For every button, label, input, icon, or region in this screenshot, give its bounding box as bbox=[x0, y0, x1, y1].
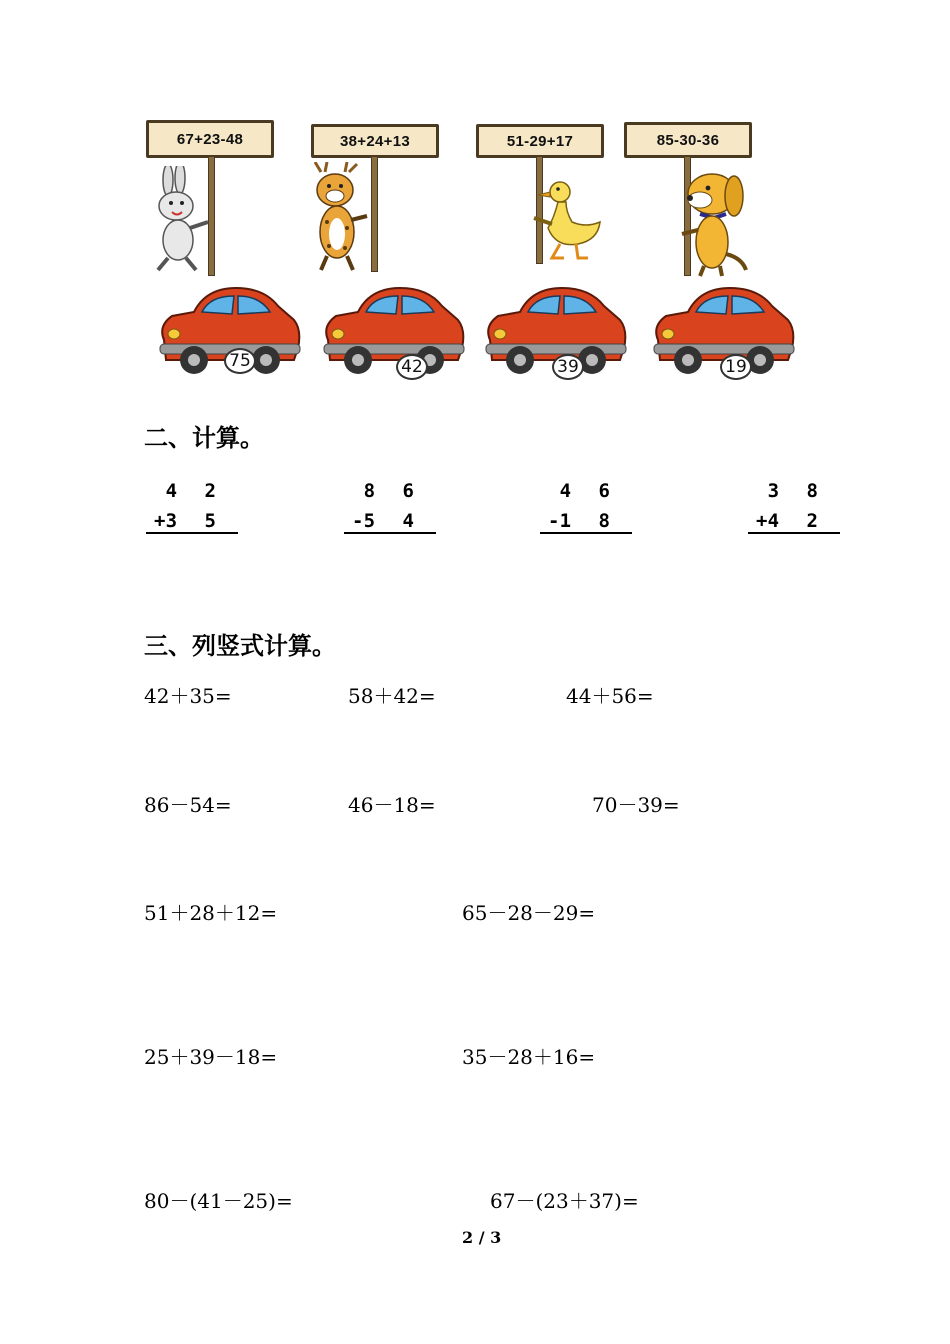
vertical-top-number: 4 2 bbox=[165, 480, 224, 502]
problem-4: 86－54= bbox=[144, 793, 232, 817]
vertical-top-number: 3 8 bbox=[767, 480, 826, 502]
sign-text-4: 85-30-36 bbox=[656, 132, 720, 149]
vertical-operator: + bbox=[756, 510, 768, 532]
vertical-underline bbox=[748, 532, 840, 534]
deer-sign-group bbox=[311, 124, 451, 284]
vertical-underline bbox=[146, 532, 238, 534]
problem-5: 46－18= bbox=[348, 793, 436, 817]
problem-11: 80－(41－25)= bbox=[144, 1189, 293, 1213]
car-2 bbox=[318, 282, 468, 382]
car-1 bbox=[154, 282, 304, 382]
vertical-operator: - bbox=[352, 510, 364, 532]
vertical-bottom-number: 3 5 bbox=[165, 510, 224, 532]
car-answer-badge: 42 bbox=[396, 354, 428, 380]
problem-7: 51＋28＋12= bbox=[144, 901, 278, 925]
vertical-bottom-number: 1 8 bbox=[559, 510, 618, 532]
vertical-operator: - bbox=[548, 510, 560, 532]
sign-text-1: 67+23-48 bbox=[176, 131, 244, 148]
section2-title: 二、计算。 bbox=[144, 424, 264, 452]
problem-8: 65－28－29= bbox=[462, 901, 596, 925]
car-3 bbox=[480, 282, 630, 382]
problem-3: 44＋56= bbox=[566, 684, 654, 708]
car-icon bbox=[318, 282, 468, 382]
problem-12: 67－(23＋37)= bbox=[490, 1189, 639, 1213]
car-4 bbox=[648, 282, 798, 382]
sign-text-2: 38+24+13 bbox=[340, 133, 410, 150]
dog-sign-group bbox=[624, 122, 764, 282]
duck-sign-group bbox=[476, 124, 616, 284]
sign-board-2 bbox=[311, 124, 439, 158]
section3-title: 三、列竖式计算。 bbox=[144, 632, 336, 660]
car-answer-badge: 75 bbox=[224, 348, 256, 374]
vertical-problem-2 bbox=[344, 478, 436, 538]
problem-1: 42＋35= bbox=[144, 684, 232, 708]
vertical-underline bbox=[540, 532, 632, 534]
sign-board-3 bbox=[476, 124, 604, 158]
rabbit-sign-group bbox=[146, 120, 286, 280]
duck-icon bbox=[526, 178, 606, 266]
deer-icon bbox=[301, 162, 381, 274]
problem-2: 58＋42= bbox=[348, 684, 436, 708]
vertical-bottom-number: 5 4 bbox=[363, 510, 422, 532]
car-answer-badge: 19 bbox=[720, 354, 752, 380]
sign-text-3: 51-29+17 bbox=[506, 133, 574, 150]
car-answer-badge: 39 bbox=[552, 354, 584, 380]
vertical-operator: + bbox=[154, 510, 166, 532]
vertical-top-number: 8 6 bbox=[363, 480, 422, 502]
vertical-problem-4 bbox=[748, 478, 840, 538]
vertical-bottom-number: 4 2 bbox=[767, 510, 826, 532]
problem-10: 35－28＋16= bbox=[462, 1045, 596, 1069]
problem-9: 25＋39－18= bbox=[144, 1045, 278, 1069]
sign-board-1 bbox=[146, 120, 274, 158]
sign-board-4 bbox=[624, 122, 752, 158]
page-number: 2 / 3 bbox=[462, 1228, 502, 1247]
dog-icon bbox=[674, 170, 750, 278]
rabbit-icon bbox=[146, 166, 226, 276]
vertical-problem-3 bbox=[540, 478, 632, 538]
vertical-underline bbox=[344, 532, 436, 534]
vertical-problem-1 bbox=[146, 478, 238, 538]
problem-6: 70－39= bbox=[592, 793, 680, 817]
vertical-top-number: 4 6 bbox=[559, 480, 618, 502]
